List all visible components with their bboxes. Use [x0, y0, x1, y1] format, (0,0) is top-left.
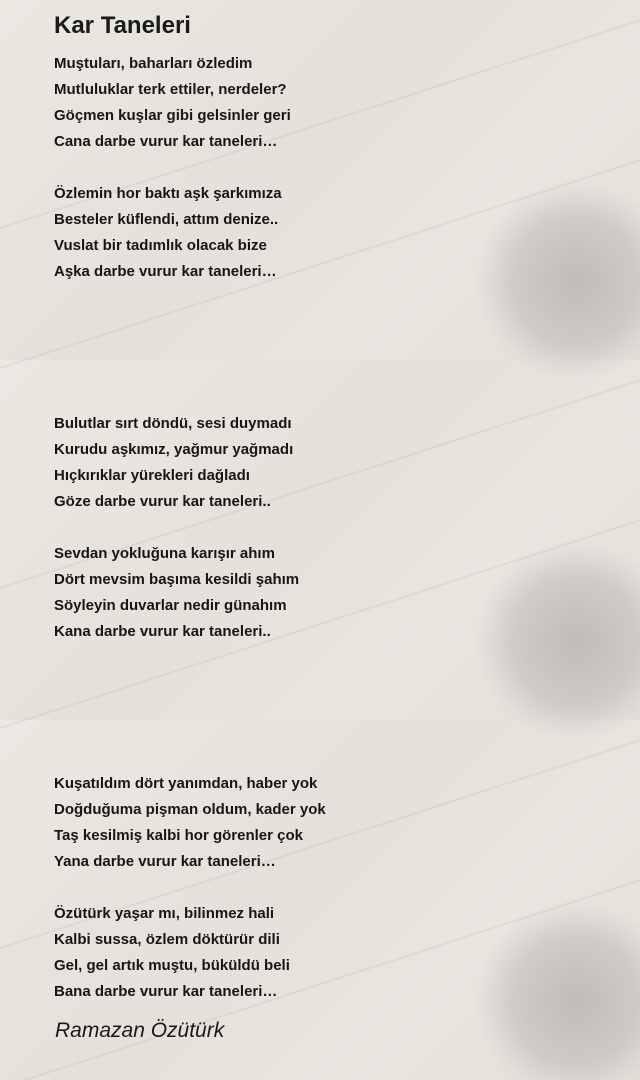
poem-line: Kalbi sussa, özlem döktürür dili	[54, 931, 280, 948]
stanza	[54, 181, 282, 285]
poem-line: Kurudu aşkımız, yağmur yağmadı	[54, 441, 294, 458]
poem-title: Kar Taneleri	[54, 12, 191, 39]
poem-line: Söyleyin duvarlar nedir günahım	[54, 597, 287, 614]
poem-author: Ramazan Özütürk	[55, 1019, 225, 1042]
poem-line: Kuşatıldım dört yanımdan, haber yok	[54, 775, 318, 792]
poem-line: Göçmen kuşlar gibi gelsinler geri	[54, 107, 291, 124]
stanza	[54, 901, 290, 1005]
poem-line: Özütürk yaşar mı, bilinmez hali	[54, 905, 275, 922]
poem-line: Kana darbe vurur kar taneleri..	[54, 623, 271, 640]
stanza	[54, 541, 299, 645]
poem-line: Aşka darbe vurur kar taneleri…	[54, 263, 277, 280]
poem-line: Besteler küflendi, attım denize..	[54, 211, 279, 228]
poem-line: Hıçkırıklar yürekleri dağladı	[54, 467, 250, 484]
poem-line: Bana darbe vurur kar taneleri…	[54, 983, 278, 1000]
poem-line: Vuslat bir tadımlık olacak bize	[54, 237, 267, 254]
stanza	[54, 771, 326, 875]
poem-line: Cana darbe vurur kar taneleri…	[54, 133, 278, 150]
poem-line: Özlemin hor baktı aşk şarkımıza	[54, 185, 282, 202]
poem-line: Göze darbe vurur kar taneleri..	[54, 493, 271, 510]
poem-line: Dört mevsim başıma kesildi şahım	[54, 571, 300, 588]
poem-line: Mutluluklar terk ettiler, nerdeler?	[54, 81, 287, 98]
poem-line: Muştuları, baharları özledim	[54, 55, 253, 72]
poem-line: Taş kesilmiş kalbi hor görenler çok	[54, 827, 303, 844]
poem-line: Sevdan yokluğuna karışır ahım	[54, 545, 275, 562]
stanza	[54, 51, 291, 155]
poem-line: Yana darbe vurur kar taneleri…	[54, 853, 276, 870]
poem-line: Gel, gel artık muştu, büküldü beli	[54, 957, 290, 974]
stanza	[54, 411, 293, 515]
poem-line: Bulutlar sırt döndü, sesi duymadı	[54, 415, 292, 432]
poem-line: Doğduğuma pişman oldum, kader yok	[54, 801, 326, 818]
